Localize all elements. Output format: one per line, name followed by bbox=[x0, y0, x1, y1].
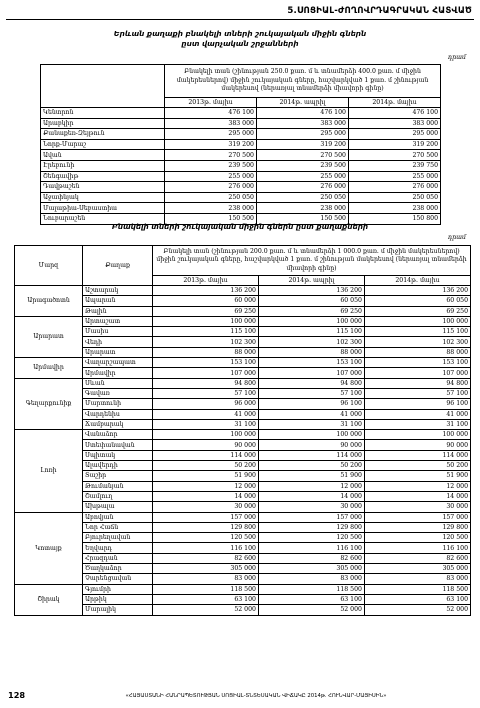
city-name: Ստեփանավան bbox=[83, 440, 153, 450]
table2-col-header: 2014թ. ապրիլ bbox=[259, 276, 365, 286]
table-row bbox=[15, 584, 471, 594]
price-cell: 129 800 bbox=[259, 522, 365, 532]
price-cell: 107 000 bbox=[365, 368, 471, 378]
price-cell: 69 250 bbox=[365, 306, 471, 316]
price-cell: 102 300 bbox=[153, 337, 259, 347]
region-name: Արարատ bbox=[15, 316, 83, 357]
price-cell: 116 100 bbox=[153, 543, 259, 553]
price-cell: 100 000 bbox=[259, 430, 365, 440]
table-row bbox=[41, 129, 441, 140]
table-row bbox=[41, 150, 441, 161]
price-cell: 52 000 bbox=[259, 605, 365, 615]
price-cell: 50 200 bbox=[153, 461, 259, 471]
table-row bbox=[41, 160, 441, 171]
table2-unit: դրամ bbox=[447, 234, 466, 241]
table-row bbox=[15, 605, 471, 615]
price-cell: 88 000 bbox=[365, 347, 471, 357]
price-cell: 90 000 bbox=[259, 440, 365, 450]
table-row bbox=[15, 461, 471, 471]
city-name: Սպիտակ bbox=[83, 450, 153, 460]
price-cell: 107 000 bbox=[153, 368, 259, 378]
table-row bbox=[15, 574, 471, 584]
city-name: Արթիկ bbox=[83, 594, 153, 604]
table-row bbox=[15, 399, 471, 409]
table-row bbox=[41, 118, 441, 129]
table-row bbox=[15, 337, 471, 347]
price-cell: 129 800 bbox=[153, 522, 259, 532]
price-cell: 136 200 bbox=[259, 286, 365, 296]
header-rule bbox=[6, 19, 474, 20]
price-cell: 90 000 bbox=[153, 440, 259, 450]
price-cell: 12 000 bbox=[259, 481, 365, 491]
city-name: Արարատ bbox=[83, 347, 153, 357]
city-name: Գյումրի bbox=[83, 584, 153, 594]
region-name: Գեղարքունիք bbox=[15, 378, 83, 429]
price-cell: 115 100 bbox=[365, 327, 471, 337]
price-cell: 150 500 bbox=[165, 213, 257, 224]
region-name: Արմավիր bbox=[15, 358, 83, 379]
price-cell: 295 000 bbox=[349, 129, 441, 140]
table-row bbox=[15, 450, 471, 460]
price-cell: 83 000 bbox=[365, 574, 471, 584]
district-name: Նուբարաշեն bbox=[41, 213, 165, 224]
price-cell: 115 100 bbox=[153, 327, 259, 337]
price-cell: 14 000 bbox=[259, 491, 365, 501]
price-cell: 52 000 bbox=[365, 605, 471, 615]
district-name: Մալաթիա-Սեբաստիա bbox=[41, 203, 165, 214]
price-cell: 41 000 bbox=[259, 409, 365, 419]
price-cell: 153 100 bbox=[259, 358, 365, 368]
price-cell: 51 900 bbox=[259, 471, 365, 481]
district-name: Էրեբունի bbox=[41, 160, 165, 171]
table-row bbox=[41, 182, 441, 193]
price-cell: 100 000 bbox=[365, 316, 471, 326]
table-row bbox=[15, 533, 471, 543]
price-cell: 14 000 bbox=[365, 491, 471, 501]
city-name: Հրազդան bbox=[83, 553, 153, 563]
table2-col-header: 2014թ. մայիս bbox=[365, 276, 471, 286]
district-name: Աջափնյակ bbox=[41, 192, 165, 203]
price-cell: 129 800 bbox=[365, 522, 471, 532]
price-cell: 31 100 bbox=[153, 419, 259, 429]
price-cell: 157 000 bbox=[259, 512, 365, 522]
price-cell: 12 000 bbox=[153, 481, 259, 491]
table-row bbox=[15, 327, 471, 337]
city-name: Ապարան bbox=[83, 296, 153, 306]
price-cell: 60 050 bbox=[365, 296, 471, 306]
price-cell: 115 100 bbox=[259, 327, 365, 337]
price-cell: 270 500 bbox=[257, 150, 349, 161]
price-cell: 41 000 bbox=[365, 409, 471, 419]
table1-col-header: 2014թ. մայիս bbox=[349, 98, 441, 108]
price-cell: 82 600 bbox=[153, 553, 259, 563]
price-cell: 255 000 bbox=[349, 171, 441, 182]
price-cell: 30 000 bbox=[259, 502, 365, 512]
table-row bbox=[15, 419, 471, 429]
city-name: Թալին bbox=[83, 306, 153, 316]
price-cell: 118 500 bbox=[365, 584, 471, 594]
price-cell: 57 100 bbox=[153, 388, 259, 398]
table-row bbox=[41, 192, 441, 203]
table-row bbox=[15, 512, 471, 522]
price-cell: 136 200 bbox=[365, 286, 471, 296]
city-name: Մարալիկ bbox=[83, 605, 153, 615]
price-cell: 100 000 bbox=[153, 316, 259, 326]
district-name: Կենտրոն bbox=[41, 108, 165, 119]
table-row bbox=[15, 553, 471, 563]
table-row bbox=[15, 430, 471, 440]
price-cell: 82 600 bbox=[365, 553, 471, 563]
table-row bbox=[15, 564, 471, 574]
table-row bbox=[15, 471, 471, 481]
price-cell: 52 000 bbox=[153, 605, 259, 615]
price-cell: 88 000 bbox=[259, 347, 365, 357]
price-cell: 238 000 bbox=[165, 203, 257, 214]
price-cell: 94 800 bbox=[259, 378, 365, 388]
price-cell: 14 000 bbox=[153, 491, 259, 501]
price-cell: 250 050 bbox=[257, 192, 349, 203]
price-cell: 270 500 bbox=[349, 150, 441, 161]
table-row bbox=[15, 502, 471, 512]
table-row bbox=[15, 358, 471, 368]
table2-col-city: Քաղաք bbox=[83, 246, 153, 286]
table-row bbox=[41, 171, 441, 182]
city-name: Մասիս bbox=[83, 327, 153, 337]
price-cell: 239 500 bbox=[165, 160, 257, 171]
price-cell: 51 900 bbox=[153, 471, 259, 481]
table1-col-header: 2013թ. մայիս bbox=[165, 98, 257, 108]
price-cell: 82 600 bbox=[259, 553, 365, 563]
table-row bbox=[15, 316, 471, 326]
price-cell: 383 000 bbox=[349, 118, 441, 129]
district-name: Շենգավիթ bbox=[41, 171, 165, 182]
region-name: Շիրակ bbox=[15, 584, 83, 615]
price-cell: 102 300 bbox=[365, 337, 471, 347]
price-cell: 276 000 bbox=[349, 182, 441, 193]
price-cell: 63 100 bbox=[153, 594, 259, 604]
price-cell: 239 500 bbox=[257, 160, 349, 171]
price-cell: 319 200 bbox=[257, 139, 349, 150]
price-cell: 153 100 bbox=[365, 358, 471, 368]
district-prices-table bbox=[40, 64, 441, 225]
price-cell: 118 500 bbox=[153, 584, 259, 594]
price-cell: 383 000 bbox=[257, 118, 349, 129]
price-cell: 63 100 bbox=[365, 594, 471, 604]
city-name: Թումանյան bbox=[83, 481, 153, 491]
price-cell: 476 100 bbox=[165, 108, 257, 119]
table1-title-line2: ըստ վարչական շրջանների bbox=[181, 39, 299, 48]
price-cell: 60 000 bbox=[153, 296, 259, 306]
price-cell: 476 100 bbox=[349, 108, 441, 119]
table-row bbox=[15, 306, 471, 316]
table-row bbox=[15, 481, 471, 491]
table-row bbox=[15, 440, 471, 450]
price-cell: 116 100 bbox=[365, 543, 471, 553]
city-name: Եղվարդ bbox=[83, 543, 153, 553]
table-row bbox=[15, 543, 471, 553]
price-cell: 90 000 bbox=[365, 440, 471, 450]
price-cell: 153 100 bbox=[153, 358, 259, 368]
page-number: 128 bbox=[8, 690, 26, 700]
city-name: Շամլուղ bbox=[83, 491, 153, 501]
price-cell: 69 250 bbox=[153, 306, 259, 316]
city-name: Ախթալա bbox=[83, 502, 153, 512]
table-row bbox=[15, 286, 471, 296]
price-cell: 50 200 bbox=[365, 461, 471, 471]
price-cell: 150 500 bbox=[257, 213, 349, 224]
price-cell: 96 100 bbox=[259, 399, 365, 409]
price-cell: 69 250 bbox=[259, 306, 365, 316]
region-name: Արագածոտն bbox=[15, 286, 83, 317]
table1-header-desc: Բնակելի տան (շինության 250.0 քառ. մ և տնամերձի 400.0 քառ. մ միջին մակերեսներով) միջին շուկայական գները, հաշվարկված 1 քառ. մ շինության մակերեսով (ներառյալ տնամերձի միավորի գինը) bbox=[165, 65, 441, 98]
table-row bbox=[15, 594, 471, 604]
city-name: Նոր Հաճն bbox=[83, 522, 153, 532]
city-name: Բյուրեղավան bbox=[83, 533, 153, 543]
table2-header-desc: Բնակելի տան (շինության 200.0 քառ. մ և տնամերձի 1 000.0 քառ. մ միջին մակերեսներով) միջին շուկայական գները, հաշվարկված 1 քառ. մ շինության մակերեսով (ներառյալ տնամերձի միավորի գինը) bbox=[153, 246, 471, 276]
price-cell: 50 200 bbox=[259, 461, 365, 471]
city-name: Աշտարակ bbox=[83, 286, 153, 296]
table2-col-region: Մարզ bbox=[15, 246, 83, 286]
city-name: Ալավերդի bbox=[83, 461, 153, 471]
footer-text: «ՀԱՅԱՍՏԱՆԻ ՀԱՆՐԱՊԵՏՈՒԹՅԱՆ ՍՈՑԻԱԼ-ՏՆՏԵՍԱԿԱՆ ՎԻՃԱԿԸ 2014թ. ՀՈՒՆՎԱՐ-ՄԱՅԻՍԻՆ» bbox=[125, 693, 387, 699]
price-cell: 100 000 bbox=[153, 430, 259, 440]
price-cell: 120 500 bbox=[153, 533, 259, 543]
price-cell: 276 000 bbox=[257, 182, 349, 193]
price-cell: 120 500 bbox=[259, 533, 365, 543]
city-name: Արմավիր bbox=[83, 368, 153, 378]
table-row bbox=[15, 409, 471, 419]
price-cell: 96 100 bbox=[365, 399, 471, 409]
price-cell: 83 000 bbox=[153, 574, 259, 584]
city-name: Արտաշատ bbox=[83, 316, 153, 326]
price-cell: 238 000 bbox=[257, 203, 349, 214]
table1-col-header: 2014թ. ապրիլ bbox=[257, 98, 349, 108]
region-name: Կոտայք bbox=[15, 512, 83, 584]
price-cell: 136 200 bbox=[153, 286, 259, 296]
price-cell: 107 000 bbox=[259, 368, 365, 378]
price-cell: 276 000 bbox=[165, 182, 257, 193]
table-row bbox=[41, 139, 441, 150]
price-cell: 57 100 bbox=[259, 388, 365, 398]
district-name: Արաբկիր bbox=[41, 118, 165, 129]
table-row bbox=[15, 378, 471, 388]
price-cell: 383 000 bbox=[165, 118, 257, 129]
table-row bbox=[15, 491, 471, 501]
price-cell: 96 000 bbox=[153, 399, 259, 409]
city-name: Չարենցավան bbox=[83, 574, 153, 584]
city-name: Ճամբարակ bbox=[83, 419, 153, 429]
table-row bbox=[15, 368, 471, 378]
table-row bbox=[15, 522, 471, 532]
price-cell: 100 000 bbox=[259, 316, 365, 326]
price-cell: 239 750 bbox=[349, 160, 441, 171]
price-cell: 157 000 bbox=[365, 512, 471, 522]
table-row bbox=[15, 388, 471, 398]
table2-title: Բնակելի տների շուկայական միջին գներն ըստ քաղաքների bbox=[111, 222, 369, 231]
price-cell: 114 000 bbox=[259, 450, 365, 460]
city-name: Վարդենիս bbox=[83, 409, 153, 419]
price-cell: 319 200 bbox=[165, 139, 257, 150]
price-cell: 270 500 bbox=[165, 150, 257, 161]
city-name: Տաշիր bbox=[83, 471, 153, 481]
region-name: Լոռի bbox=[15, 430, 83, 512]
city-name: Սևան bbox=[83, 378, 153, 388]
table2-col-header: 2013թ. մայիս bbox=[153, 276, 259, 286]
price-cell: 157 000 bbox=[153, 512, 259, 522]
district-name: Ավան bbox=[41, 150, 165, 161]
city-name: Գավառ bbox=[83, 388, 153, 398]
price-cell: 250 050 bbox=[349, 192, 441, 203]
price-cell: 51 900 bbox=[365, 471, 471, 481]
price-cell: 31 100 bbox=[365, 419, 471, 429]
district-name: Դավթաշեն bbox=[41, 182, 165, 193]
price-cell: 305 000 bbox=[365, 564, 471, 574]
city-prices-table bbox=[14, 245, 471, 616]
table-row bbox=[41, 108, 441, 119]
price-cell: 255 000 bbox=[165, 171, 257, 182]
price-cell: 30 000 bbox=[365, 502, 471, 512]
table-row bbox=[41, 203, 441, 214]
price-cell: 41 000 bbox=[153, 409, 259, 419]
price-cell: 116 100 bbox=[259, 543, 365, 553]
price-cell: 319 200 bbox=[349, 139, 441, 150]
price-cell: 31 100 bbox=[259, 419, 365, 429]
price-cell: 83 000 bbox=[259, 574, 365, 584]
price-cell: 295 000 bbox=[257, 129, 349, 140]
price-cell: 102 300 bbox=[259, 337, 365, 347]
price-cell: 114 000 bbox=[153, 450, 259, 460]
price-cell: 120 500 bbox=[365, 533, 471, 543]
table1-unit: դրամ bbox=[447, 54, 466, 61]
city-name: Վանաձոր bbox=[83, 430, 153, 440]
price-cell: 114 000 bbox=[365, 450, 471, 460]
table1-title-line1: Երևան քաղաքի բնակելի տների շուկայական միջին գներն bbox=[113, 29, 367, 38]
city-name: Ծաղկաձոր bbox=[83, 564, 153, 574]
price-cell: 57 100 bbox=[365, 388, 471, 398]
price-cell: 94 800 bbox=[153, 378, 259, 388]
price-cell: 295 000 bbox=[165, 129, 257, 140]
price-cell: 250 050 bbox=[165, 192, 257, 203]
city-name: Աբովյան bbox=[83, 512, 153, 522]
price-cell: 150 800 bbox=[349, 213, 441, 224]
table-row bbox=[15, 296, 471, 306]
city-name: Վաղարշապատ bbox=[83, 358, 153, 368]
city-name: Մարտունի bbox=[83, 399, 153, 409]
table-row bbox=[15, 347, 471, 357]
price-cell: 305 000 bbox=[153, 564, 259, 574]
price-cell: 60 050 bbox=[259, 296, 365, 306]
district-name: Նորք-Մարաշ bbox=[41, 139, 165, 150]
table1-corner-cell bbox=[41, 65, 165, 108]
city-name: Վեդի bbox=[83, 337, 153, 347]
price-cell: 63 100 bbox=[259, 594, 365, 604]
price-cell: 118 500 bbox=[259, 584, 365, 594]
price-cell: 100 000 bbox=[365, 430, 471, 440]
price-cell: 476 100 bbox=[257, 108, 349, 119]
price-cell: 88 000 bbox=[153, 347, 259, 357]
price-cell: 94 800 bbox=[365, 378, 471, 388]
price-cell: 238 000 bbox=[349, 203, 441, 214]
section-title: 5.ՍՈՑԻԱԼ-ԺՈՂՈՎՐԴԱԳՐԱԿԱՆ ՀԱՏՎԱԾ bbox=[287, 6, 472, 16]
price-cell: 30 000 bbox=[153, 502, 259, 512]
price-cell: 305 000 bbox=[259, 564, 365, 574]
district-name: Քանաքեռ-Զեյթուն bbox=[41, 129, 165, 140]
price-cell: 12 000 bbox=[365, 481, 471, 491]
price-cell: 255 000 bbox=[257, 171, 349, 182]
